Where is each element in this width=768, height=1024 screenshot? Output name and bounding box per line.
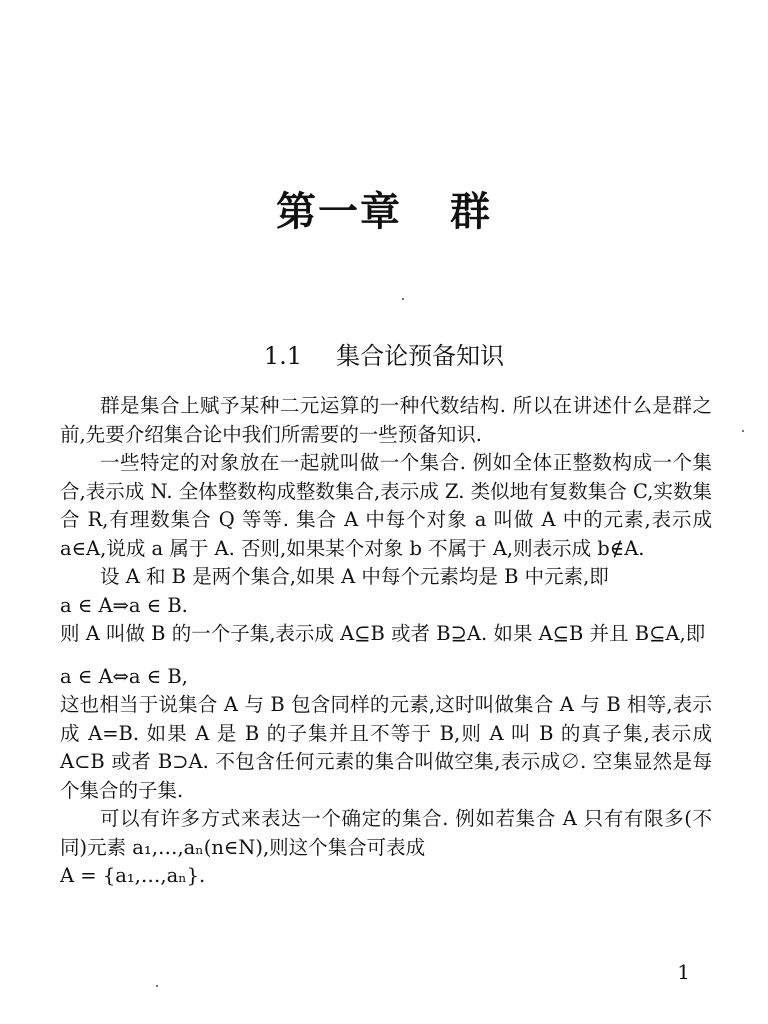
section-title: 集合论预备知识	[336, 342, 505, 370]
paragraph: 群是集合上赋予某种二元运算的一种代数结构. 所以在讲述什么是群之前,先要介绍集合论中我们所需要的一些预备知识.	[60, 394, 712, 446]
equation: a ∈ A⇔a ∈ B,	[60, 664, 188, 688]
paragraph: 则 A 叫做 B 的一个子集,表示成 A⊆B 或者 B⊇A. 如果 A⊆B 并且 B⊆A,即	[60, 622, 706, 645]
section-heading	[0, 336, 768, 371]
scan-speck	[156, 985, 158, 987]
body-text	[60, 392, 712, 891]
chapter-number: 第一章	[276, 189, 402, 235]
chapter-heading	[0, 180, 768, 237]
scan-speck	[742, 430, 744, 432]
page-number: 1	[677, 960, 690, 984]
equation: a ∈ A⇒a ∈ B.	[60, 593, 188, 617]
paragraph: 这也相当于说集合 A 与 B 包含同样的元素,这时叫做集合 A 与 B 相等,表示成 A=B. 如果 A 是 B 的子集并且不等于 B,则 A 叫 B 的真子集,表示成 A⊂B 或者 B⊃A. 不包含任何元素的集合叫做空集,表示成∅. 空集显然是每个集合的子集.	[60, 693, 712, 802]
section-number: 1.1	[263, 342, 303, 370]
scan-speck	[402, 298, 404, 300]
paragraph: 一些特定的对象放在一起就叫做一个集合. 例如全体正整数构成一个集合,表示成 N. 全体整数构成整数集合,表示成 Z. 类似地有复数集合 C,实数集合 R,有理数集合 Q 等等. 集合 A 中每个对象 a 叫做 A 中的元素,表示成 a∈A,说成 a 属于 A. 否则,如果某个对象 b 不属于 A,则表示成 b∉A.	[60, 451, 712, 560]
equation: A = {a₁,…,aₙ}.	[60, 864, 206, 887]
chapter-title: 群	[450, 189, 492, 235]
paragraph: 设 A 和 B 是两个集合,如果 A 中每个元素均是 B 中元素,即	[100, 565, 609, 588]
paragraph: 可以有许多方式来表达一个确定的集合. 例如若集合 A 只有有限多(不同)元素 a₁,…,aₙ(n∈N),则这个集合可表成	[60, 807, 712, 859]
